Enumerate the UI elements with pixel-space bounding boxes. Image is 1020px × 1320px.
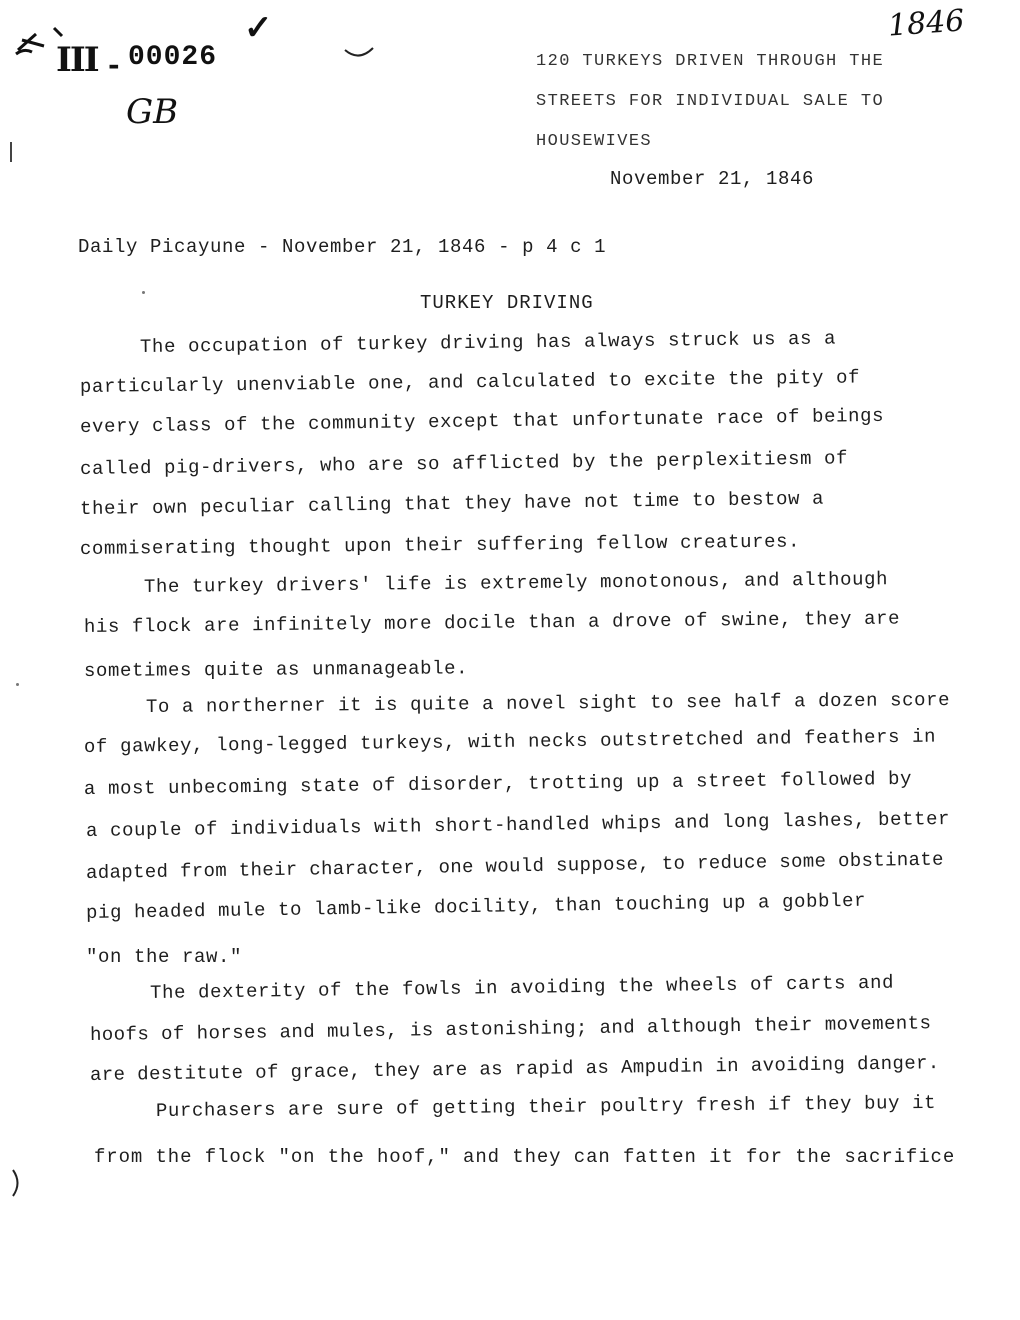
annotation-dash: - <box>108 48 120 81</box>
header-line-1: 120 TURKEYS DRIVEN THROUGH THE <box>536 52 885 71</box>
header-date: November 21, 1846 <box>610 168 815 190</box>
article-line: of gawkey, long-legged turkeys, with necks outstretched and feathers in <box>83 725 937 758</box>
edge-bracket-mark <box>10 1168 24 1198</box>
article-line: "on the raw." <box>86 946 243 968</box>
header-line-3: HOUSEWIVES <box>536 132 653 151</box>
article-line: The occupation of turkey driving has always struck us as a <box>139 327 837 358</box>
source-citation: Daily Picayune - November 21, 1846 - p 4 c 1 <box>78 236 607 258</box>
article-line: The turkey drivers' life is extremely monotonous, and although <box>143 568 889 598</box>
speck <box>142 291 145 294</box>
article-line: commiserating thought upon their suffering fellow creatures. <box>79 530 801 560</box>
article-line: every class of the community except that unfortunate race of beings <box>79 404 885 438</box>
article-line: a most unbecoming state of disorder, trotting up a street followed by <box>83 767 913 800</box>
article-line: a couple of individuals with short-handled whips and long lashes, better <box>85 807 951 842</box>
pen-curve-icon <box>342 44 376 62</box>
article-line: The dexterity of the fowls in avoiding the wheels of carts and <box>149 971 895 1004</box>
stamp-number: 00026 <box>128 42 218 73</box>
article-line: called pig-drivers, who are so afflicted by the perplexitiesm of <box>79 447 849 480</box>
small-curve-mark <box>342 44 376 62</box>
initials-annotation: GB <box>126 92 179 132</box>
article-line: his flock are infinitely more docile than a drove of swine, they are <box>83 607 901 638</box>
year-annotation: 1846 <box>886 3 966 44</box>
article-line: adapted from their character, one would suppose, to reduce some obstinate <box>85 848 944 884</box>
article-line: their own peculiar calling that they have not time to bestow a <box>79 487 825 520</box>
article-line: To a northerner it is quite a novel sight to see half a dozen score <box>145 688 951 718</box>
checkmark-annotation: ✓ <box>244 8 273 48</box>
article-line: Purchasers are sure of getting their poultry fresh if they buy it <box>155 1091 937 1122</box>
article-line: sometimes quite as unmanageable. <box>83 657 469 682</box>
article-line: particularly unenviable one, and calculated to excite the pity of <box>79 366 861 398</box>
article-line: are destitute of grace, they are as rapid as Ampudin in avoiding danger. <box>89 1052 940 1086</box>
speck <box>16 683 19 686</box>
article-title: TURKEY DRIVING <box>420 292 594 314</box>
roman-numeral-annotation: III <box>56 40 98 80</box>
article-line: from the flock "on the hoof," and they can fatten it for the sacrifice <box>94 1146 956 1168</box>
article-line: pig headed mule to lamb-like docility, than touching up a gobbler <box>85 889 867 924</box>
bracket-icon <box>10 1168 24 1198</box>
article-line: hoofs of horses and mules, is astonishing; and although their movements <box>89 1012 932 1046</box>
header-line-2: STREETS FOR INDIVIDUAL SALE TO <box>536 92 885 111</box>
edge-mark-top <box>10 142 18 162</box>
